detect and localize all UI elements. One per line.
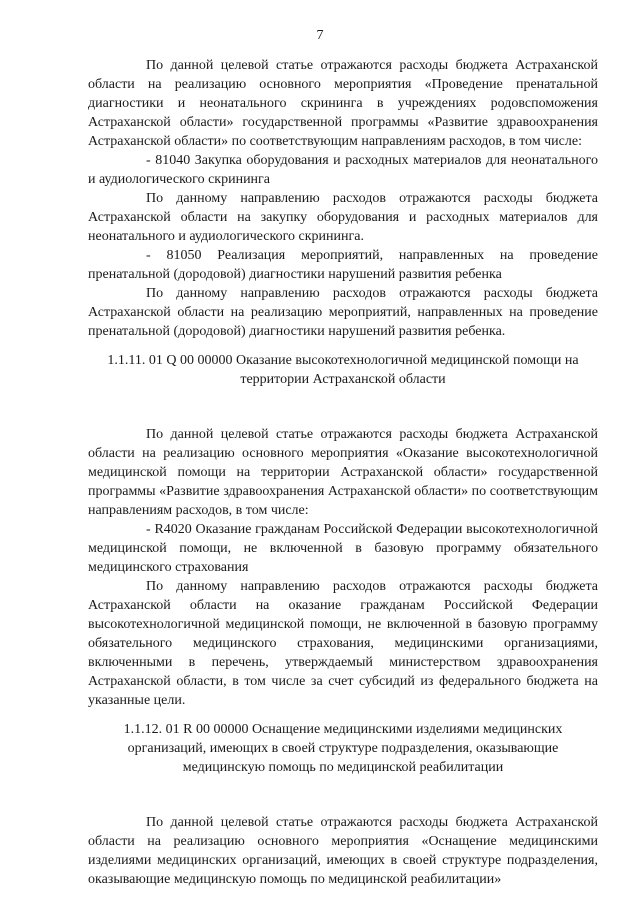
page-number: 7	[316, 28, 324, 43]
section-heading: 1.1.12. 01 R 00 00000 Оснащение медицинскими изделиями медицинских организаций, имеющих в своей структуре подразделения, оказывающие медицинскую помощь по медицинской реабилитации	[123, 722, 563, 775]
section-heading: 1.1.11. 01 Q 00 00000 Оказание высокотехнологичной медицинской помощи на территории Астраханской области	[107, 353, 579, 387]
expense-item: - 81040 Закупка оборудования и расходных материалов для неонатального и аудиологического скрининга	[88, 153, 598, 187]
paragraph: По данному направлению расходов отражаются расходы бюджета Астраханской области на закупку оборудования и расходных материалов для неонатального и аудиологического скрининга.	[88, 191, 598, 244]
expense-item: - R4020 Оказание гражданам Российской Федерации высокотехнологичной медицинской помощи, не включенной в базовую программу обязательного медицинского страхования	[88, 522, 598, 575]
paragraph: По данной целевой статье отражаются расходы бюджета Астраханской области на реализацию основного мероприятия «Оказание высокотехнологичной медицинской помощи на территории Астраханской области» государственной программы «Развитие здравоохранения Астраханской области» по соответствующим направлениям расходов, в том числе:	[88, 427, 598, 518]
paragraph: По данному направлению расходов отражаются расходы бюджета Астраханской области на реализацию мероприятий, направленных на проведение пренатальной (дородовой) диагностики нарушений развития ребенка.	[88, 286, 598, 339]
paragraph: По данной целевой статье отражаются расходы бюджета Астраханской области на реализацию основного мероприятия «Оснащение медицинскими изделиями медицинских организаций, имеющих в своей структуре подразделения, оказывающие медицинскую помощь по медицинской реабилитации»	[88, 815, 598, 887]
expense-item: - 81050 Реализация мероприятий, направленных на проведение пренатальной (дородовой) диагностики нарушений развития ребенка	[88, 248, 598, 282]
document-body	[88, 56, 598, 889]
paragraph: По данной целевой статье отражаются расходы бюджета Астраханской области на реализацию основного мероприятия «Проведение пренатальной диагностики и неонатального скрининга в учреждениях родовспоможения Астраханской области» государственной программы «Развитие здравоохранения Астраханской области» по соответствующим направлениям расходов, в том числе:	[88, 58, 598, 149]
paragraph: По данному направлению расходов отражаются расходы бюджета Астраханской области на оказание гражданам Российской Федерации высокотехнологичной медицинской помощи, не включенной в базовую программу обязательного медицинского страхования, медицинскими организациями, включенными в перечень, утверждаемый министерством здравоохранения Астраханской области, в том числе за счет субсидий из федерального бюджета на указанные цели.	[88, 579, 598, 708]
